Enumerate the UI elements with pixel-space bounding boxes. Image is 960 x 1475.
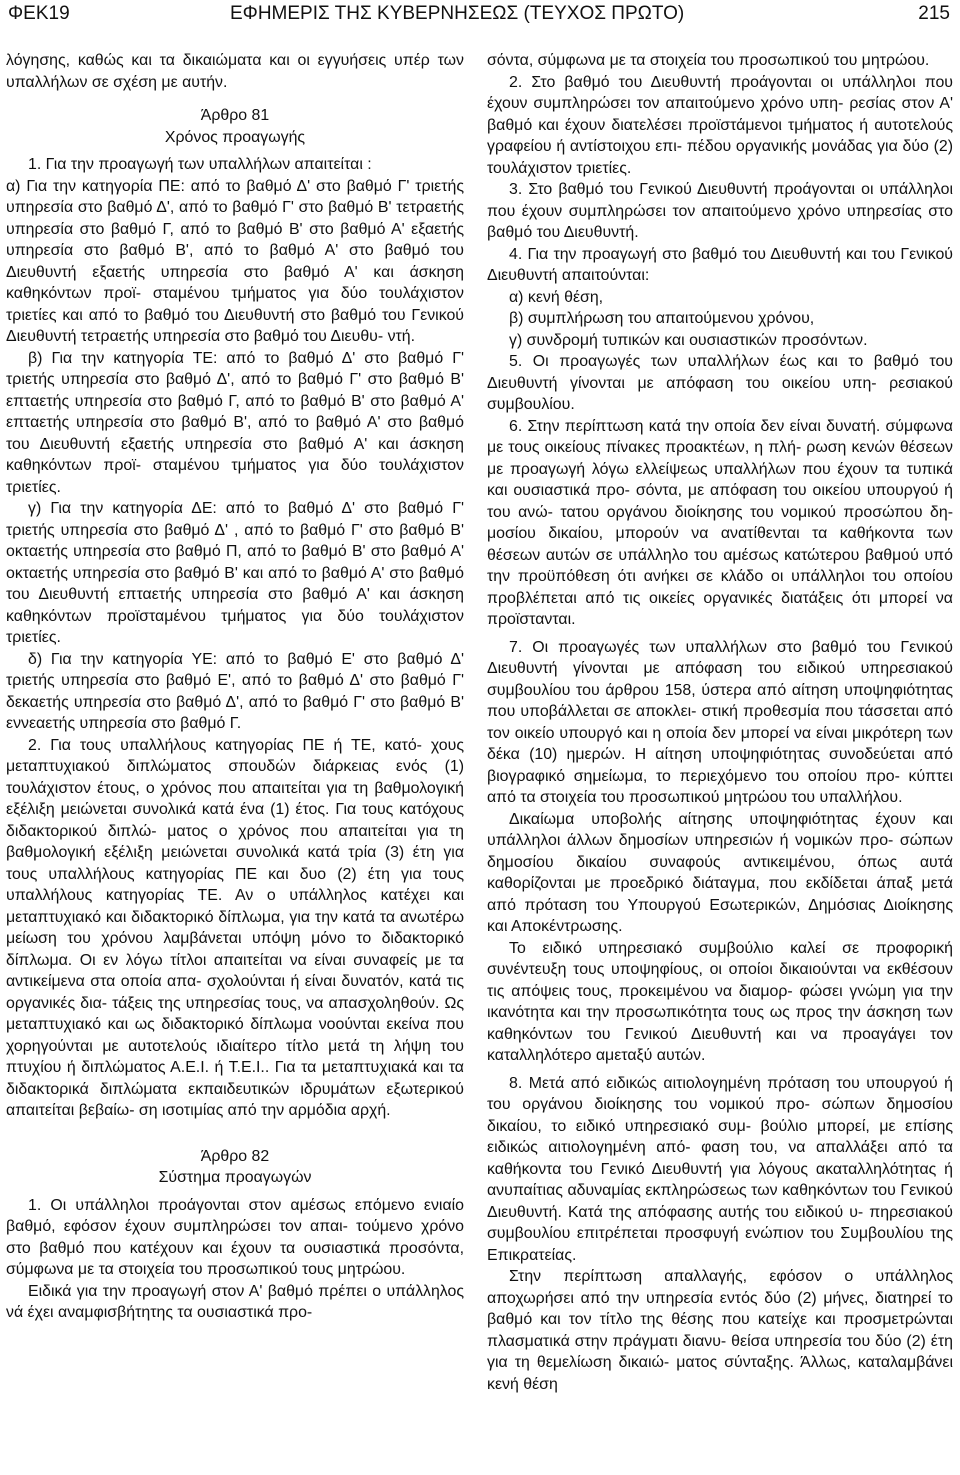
left-column [6, 50, 464, 1324]
a81-item-d: δ) Για την κατηγορία ΥΕ: από το βαθμό Ε' στο βαθμό Δ' τριετής υπηρεσία στο βαθμό Ε', από το βαθμό Δ' στο βαθμό Γ' δεκαετής υπηρεσία στο βαθμό Δ', από το βαθμό Γ' στο βαθμό Β' εννεαετής υπηρεσία στο βαθμό Γ. [6, 650, 464, 732]
article-82-title: Σύστημα προαγωγών [158, 1169, 312, 1186]
article-82-number: Άρθρο 82 [200, 1147, 270, 1165]
a82-paragraph-7c: Το ειδικό υπηρεσιακό συμβούλιο καλεί σε προφορική συνέντευξη τους υποψηφίους, οι οποίοι δικαιούνται να εκθέσουν τις απόψεις τους, προκειμένου να διαμορ- φώσει γνώμη για την ικανότητα και την προσωπικότητα τους ως προς την άσκηση των καθηκόντων του Γενικού Διευθυντή και να προαγάγει τον καταλληλότερο αμεταξύ αυτών. [487, 939, 953, 1064]
intro-paragraph: λόγησης, καθώς και τα δικαιώματα και οι εγγυήσεις υπέρ των υπαλλήλων σε σχέση με αυτήν. [6, 52, 464, 91]
article-81-title: Χρόνος προαγωγής [164, 128, 306, 146]
continuation-text: σόντα, σύμφωνα με τα στοιχεία του προσωπικού του μητρώου. [487, 52, 930, 69]
a81-paragraph-2: 2. Για τους υπαλλήλους κατηγορίας ΠΕ ή ΤΕ, κατό- χους μεταπτυχιακού διπλώματος σπουδών διάρκειας ενός (1) τουλάχιστον έτους, ο χρόνος που απαιτείται για τη βαθμολογική εξέλιξη μειώνεται συνολικά κατά ένα (1) έτος. Για τους κατόχους διδακτορικού διπλώ- ματος ο χρόνος που απαιτείται για τη βαθμολογική εξέλιξη μειώνεται συνολικά κατά τρία (3) έτη για τους υπαλλήλους κατηγορίας ΠΕ και δυο (2) έτη για τους υπαλλήλους κατηγορίας ΤΕ. Αν ο υπάλληλος κατέχει και μεταπτυχιακό και διδακτορικό δίπλωμα, για την κατά τα ανωτέρω μείωση του χρόνου λαμβάνεται υπόψη μόνο το διδακτορικό δίπλωμα. Οι εν λόγω τίτλοι απαιτείται να είναι συναφείς με τα αντικείμενα στα οποία απα- σχολούνται ή είναι δυνατόν, κατά τις οργανικές δια- τάξεις της υπηρεσίας τους, να απασχοληθούν. Ως μεταπτυχιακό και ως διδακτορικό δίπλωμα νοούνται εκείνα που χορηγούνται με αυτοτελούς ιδιαίτερο τίτλο μετά τη λήψη του πτυχίου ή διπλώματος Α.Ε.Ι. ή Τ.Ε.Ι.. Για τα μεταπτυχιακά και τα διδακτορικά διπλώματα εκπαιδευτικών ιδρυμάτων εξωτερικού απαιτείται βεβαίω- ση ισοτιμίας από την αρμόδια αρχή. [6, 736, 464, 1119]
a81-item-c: γ) Για την κατηγορία ΔΕ: από το βαθμό Δ' στο βαθμό Γ' τριετής υπηρεσία στο βαθμό Δ' , από το βαθμό Γ' στο βαθμό Β' οκταετής υπηρεσία στο βαθμό Π, από το βαθμό Β' στο βαθμό Α' οκταετής υπηρεσία στο βαθμό Β' και από το βαθμό Α' στο βαθμό του Διευθυντή επταετής υπηρεσία στο βαθμό Α' και άσκηση καθηκόντων προϊσταμένου τμήματος για δύο τουλάχιστον τριετίες. [6, 500, 464, 646]
a82-paragraph-8b: Στην περίπτωση απαλλαγής, εφόσον ο υπάλληλος αποχωρήσει από την υπηρεσία εντός δύο (2) μήνες, διατηρεί το βαθμό και τον τίτλο της θέσης που κατείχε και προσμετρώνται πλασματικά στην πράγματι διανυ- θείσα υπηρεσία του δύο (2) έτη για τη θεμελίωση δικαιώ- ματος σύνταξης. Άλλως, καταλαμβάνει κενή θέση [487, 1268, 953, 1393]
a82-paragraph-1b: Ειδικά για την προαγωγή στον Α' βαθμό πρέπει ο υπάλληλος νά έχει αναμφισβήτητης τα ουσιαστικά προ- [6, 1282, 464, 1321]
a82-paragraph-7: 7. Οι προαγωγές των υπαλλήλων στο βαθμό του Γενικού Διευθυντή γίνονται με απόφαση του ειδικού υπηρεσιακού συμβουλίου του άρθρου 158, ύστερα από αίτηση υποψηφιότητας που υποβάλλεται σε αποκλει- στική προθεσμία που τάσσεται από τον οικείο υπουργό και η οποία δεν μπορεί να είναι μικρότερη των δέκα (10) ημερών. Η αίτηση υποψηφιότητας συνοδεύεται από βιογραφικό σημείωμα, το περιεχόμενο του οποίου προ- κύπτει από τα στοιχεία του προσωπικού μητρώου του υπαλλήλου. [487, 638, 953, 806]
a82-paragraph-8: 8. Μετά από ειδικώς αιτιολογημένη πρόταση του υπουργού ή του οργάνου διοίκησης του νομικού προ- σώπων δημοσίου δικαίου, το ειδικό υπηρεσιακό συμ- βούλιο μπορεί, με επίσης ειδικώς αιτιολογημένη από- φαση του, να απαλλάξει από τα καθήκοντα του Γενικό Διευθυντή για λόγους ακαταλληλότητας ή ανυπαίτιας αδυναμίας εκπληρώσεως των καθηκόντων του Γενικού Διευθυντή. Κατά της απόφασης αυτής του ειδικού υ- πηρεσιακού συμβουλίου επιτρέπεται προσφυγή ενώπιον του Συμβουλίου της Επικρατείας. [487, 1074, 953, 1264]
a81-item-a: α) Για την κατηγορία ΠΕ: από το βαθμό Δ' στο βαθμό Γ' τριετής υπηρεσία στο βαθμό Δ', από το βαθμό Γ' στο βαθμό Β' τετραετής υπηρεσία στο βαθμό Γ, από το βαθμό Β' στο βαθμό Α' εξαετής υπηρεσία στο βαθμό Β', από το βαθμό Α' στο βαθμό του Διευθυντή εξαετής υπηρεσία στο βαθμό Α' και άσκηση καθηκόντων προϊ- σταμένου τμήματος για δύο τουλάχιστον τριετίες και από το βαθμό του Διευθυντή στο βαθμό του Γενικού Διευθυντή τετραετής υπηρεσία στο βαθμό του Διευθυ- ντή. [6, 177, 464, 345]
page-number: 215 [918, 3, 950, 24]
a82-item-c: γ) συνδρομή τυπικών και ουσιαστικών προσόντων. [509, 331, 868, 349]
a81-item-b: β) Για την κατηγορία ΤΕ: από το βαθμό Δ' στο βαθμό Γ' τριετής υπηρεσία στο βαθμό Δ', από το βαθμό Γ' στο βαθμό Β' επταετής υπηρεσία στο βαθμό Γ, από το βαθμό Β' στο βαθμό Α' επταετής υπηρεσία στο βαθμό Β', από το βαθμό Α' στο βαθμό του Διευθυντή εξαετής υπηρεσία στο βαθμό Α' και άσκηση καθηκόντων προϊ- σταμένου τμήματος για δύο τουλάχιστον τριετίες. [6, 349, 464, 496]
a82-item-a: α) κενή θέση, [509, 288, 604, 306]
a82-paragraph-7b: Δικαίωμα υποβολής αίτησης υποψηφιότητας έχουν και υπάλληλοι άλλων δημοσίων υπηρεσιών ή νομικών προ- σώπων δημοσίου δικαίου συναφούς αντικειμένου, όπως αυτά καθορίζονται με προεδρικό διάταγμα, που εκδίδεται άπαξ μετά από πρόταση του Υπουργού Εσωτερικών, Δημόσιας Διοίκησης και Αποκέντρωσης. [487, 810, 953, 935]
right-column [487, 50, 953, 1395]
a82-paragraph-1: 1. Οι υπάλληλοι προάγονται στον αμέσως επόμενο ενιαίο βαθμό, εφόσον έχουν συμπληρώσει τον απαι- τούμενο χρόνο στο βαθμό που κατέχουν και έχουν τα ουσιαστικά προσόντα, σύμφωνα με τα στοιχεία του προσωπικού τους μητρώου. [6, 1196, 464, 1278]
a82-paragraph-3: 3. Στο βαθμό του Γενικού Διευθυντή προάγονται οι υπάλληλοι που έχουν συμπληρώσει τον απαιτούμενο χρόνο υπηρεσίας στο βαθμό του Διευθυντή. [487, 181, 953, 241]
gazette-issue: ΦΕΚ19 [8, 3, 70, 24]
a82-paragraph-4: 4. Για την προαγωγή στο βαθμό του Διευθυντή και του Γενικού Διευθυντή απαιτούνται: [487, 245, 953, 284]
gazette-title: ΕΦΗΜΕΡΙΣ ΤΗΣ ΚΥΒΕΡΝΗΣΕΩΣ (ΤΕΥΧΟΣ ΠΡΩΤΟ) [230, 3, 685, 24]
a81-paragraph-1: 1. Για την προαγωγή των υπαλλήλων απαιτείται : [28, 156, 372, 173]
a82-item-b: β) συμπλήρωση του απαιτούμενου χρόνου, [509, 310, 815, 327]
a82-paragraph-6: 6. Στην περίπτωση κατά την οποία δεν είναι δυνατή. σύμφωνα με τους οικείους πίνακες προακτέων, η πλή- ρωση κενών θέσεων με προαγωγή λόγω ελλείψεως υπαλλήλων που έχουν τα τυπικά και ουσιαστικά προ- σόντα, με απόφαση του οικείου υπουργού ή του ανώ- τατου οργάνου διοίκησης του νομικού προσώπου δη- μοσίου δικαίου, μπορούν να ανατίθενται τα καθήκοντα των θέσεων αυτών σε υπάλληλο του αμέσως κατώτερου βαθμού υπό την προϋπόθεση ότι ανήκει σε κλάδο οι υπάλληλοι του οποίου προβλέπεται από τις οικείες οργανικές διατάξεις ότι μπορεί να προϊστανται. [487, 417, 953, 628]
a82-paragraph-5: 5. Οι προαγωγές των υπαλλήλων έως και το βαθμό του Διευθυντή γίνονται με απόφαση του οικείου υπη- ρεσιακού συμβουλίου. [487, 353, 953, 413]
a82-paragraph-2: 2. Στο βαθμό του Διευθυντή προάγονται οι υπάλληλοι που έχουν συμπληρώσει τον απαιτούμενο χρόνο υπη- ρεσίας στον Α' βαθμό και έχουν διατελέσει προϊστάμενοι τμήματος ή αυτοτελούς γραφείου ή αντίστοιχου επι- πέδου οργανικής μονάδας για δύο (2) τουλάχιστον τριετίες. [487, 73, 953, 177]
page-header [0, 0, 960, 36]
article-81-number: Άρθρο 81 [200, 107, 270, 124]
